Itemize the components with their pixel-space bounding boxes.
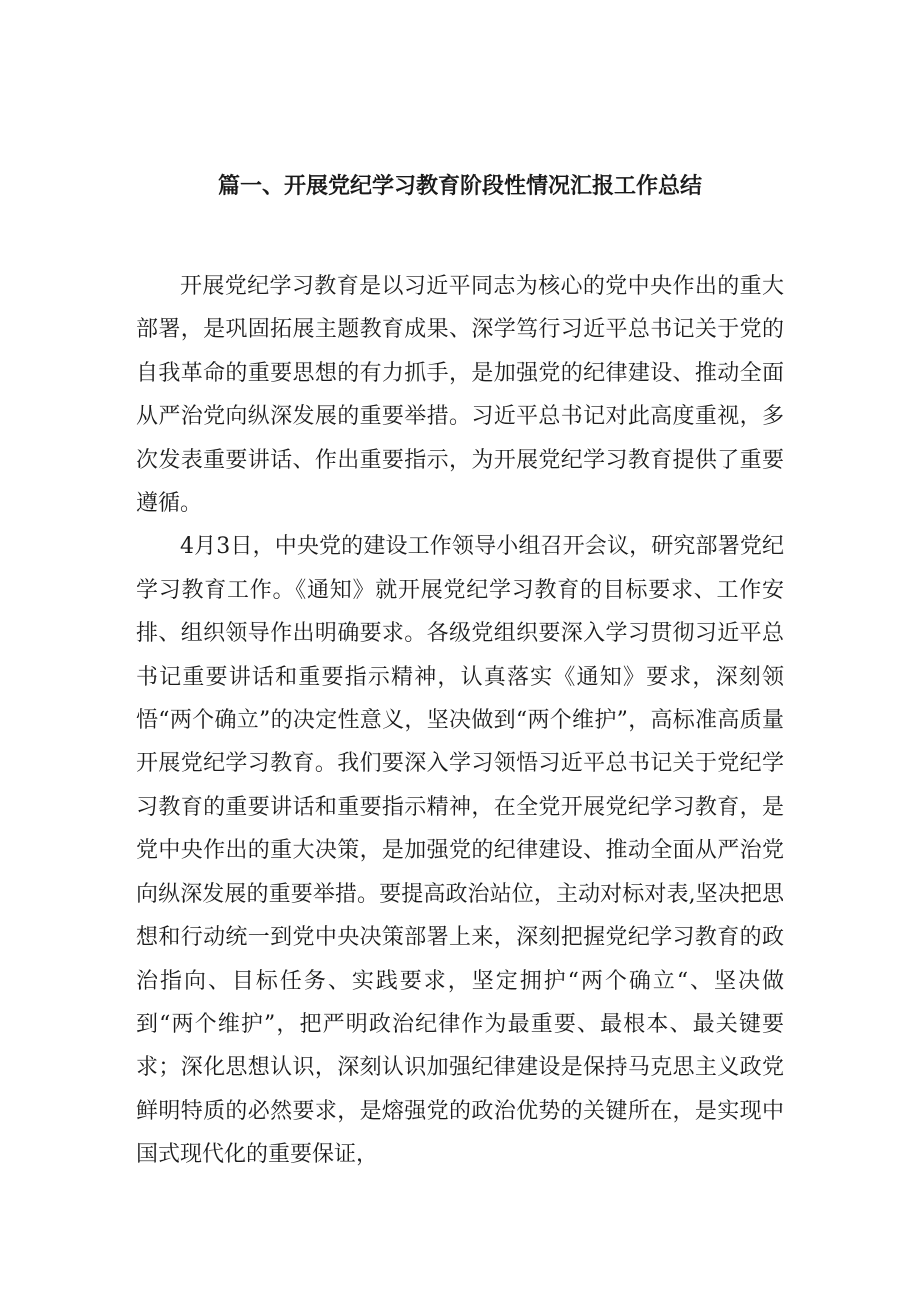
paragraph-2: 4月3日，中央党的建设工作领导小组召开会议，研究部署党纪学习教育工作。《通知》就开展党纪学习教育的目标要求、工作安排、组织领导作出明确要求。各级党组织要深入学习贯彻习近平总书记重要讲话和重要指示精神，认真落实《通知》要求，深刻领悟“两个确立”的决定性意义，坚决做到“两个维护”，高标准高质量开展党纪学习教育。我们要深入学习领悟习近平总书记关于党纪学习教育的重要讲话和重要指示精神，在全党开展党纪学习教育，是党中央作出的重大决策，是加强党的纪律建设、推动全面从严治党向纵深发展的重要举措。要提高政治站位，主动对标对表,坚决把思想和行动统一到党中央决策部署上来，深刻把握党纪学习教育的政治指向、目标任务、实践要求，坚定拥护“两个确立“、坚决做到“两个维护”，把严明政治纪律作为最重要、最根本、最关键要求；深化思想认识，深刻认识加强纪律建设是保持马克思主义政党鲜明特质的必然要求，是熔强党的政治优势的关键所在，是实现中国式现代化的重要保证， — [136, 534, 784, 1168]
document-body — [136, 265, 784, 1177]
document-title: 篇一、开展党纪学习教育阶段性情况汇报工作总结 — [217, 174, 702, 199]
paragraph-1: 开展党纪学习教育是以习近平同志为核心的党中央作出的重大部署，是巩固拓展主题教育成果、深学笃行习近平总书记关于党的自我革命的重要思想的有力抓手，是加强党的纪律建设、推动全面从严治党向纵深发展的重要举措。习近平总书记对此高度重视，多次发表重要讲话、作出重要指示，为开展党纪学习教育提供了重要遵循。 — [136, 274, 784, 517]
